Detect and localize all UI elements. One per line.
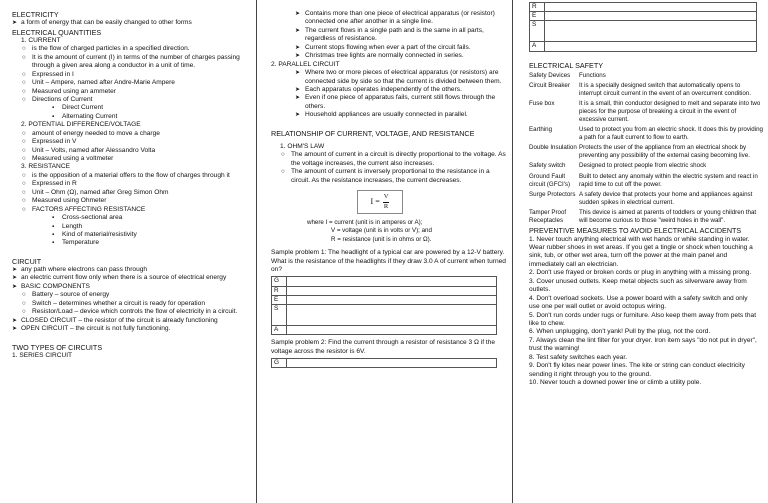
gresa-label: A [272, 326, 287, 335]
table-row [530, 3, 757, 12]
circle-bullet-icon: ○ [22, 299, 26, 307]
formula-lhs: I = [370, 196, 380, 206]
heading-ohms-law: 1. OHM'S LAW [280, 142, 325, 150]
sample-problem-1: Sample problem 1: The headlight of a typical car are powered by a 12-V battery. What is the resistance of the headlights if they draw 3.0 A of current when turned on? [271, 249, 506, 274]
circle-bullet-icon: ○ [281, 151, 285, 159]
table-row [530, 21, 757, 42]
list-item: 2. Don't use frayed or broken cords or plug in anything with a missing prong. [529, 269, 752, 277]
list-item: ➤ Christmas tree lights are normally connected in series. [295, 52, 464, 60]
list-item: ➤ Where two or more pieces of electrical apparatus (or resistors) are connected side by side so that the current is divided between them. [295, 69, 502, 85]
device-function: It is a specially designed switch that automatically opens to interrupt circuit current in the event of an overcurrent condition. [579, 82, 751, 97]
title-electrical-safety: ELECTRICAL SAFETY [529, 60, 604, 70]
list-item: ○ Measured using a voltmeter [22, 155, 114, 162]
device-name: Tamper Proof Receptacles [529, 209, 567, 224]
arrow-bullet-icon: ➤ [12, 282, 18, 290]
electricity-definition: ➤ a form of energy that can be easily changed to other forms [12, 19, 192, 27]
arrow-bullet-icon: ➤ [12, 325, 18, 333]
column-header-device: Safety Devices [529, 71, 571, 79]
list-item: 6. When unplugging, don't yank! Pull by the plug, not the cord. [529, 328, 711, 336]
circle-bullet-icon: ○ [22, 45, 26, 53]
heading-voltage: 2. POTENTIAL DIFFERENCE/VOLTAGE [21, 121, 141, 129]
title-preventive-measures: PREVENTIVE MEASURES TO AVOID ELECTRICAL ACCIDENTS [529, 226, 742, 236]
device-name: Circuit Breaker [529, 82, 570, 90]
gresa-table-2 [271, 358, 497, 368]
circle-bullet-icon: ○ [22, 197, 26, 205]
legend-line: where I = current (unit is in amperes or A); [307, 219, 423, 227]
answer-cell[interactable] [545, 3, 757, 12]
gresa-table-1 [271, 276, 497, 335]
heading-current: 1. CURRENT [21, 36, 61, 44]
column-2 [256, 0, 512, 503]
table-row [272, 295, 497, 304]
device-function: Built to detect any anomaly within the electric system and react in rapid time to cut off the power. [579, 172, 758, 188]
arrow-bullet-icon: ➤ [295, 43, 301, 51]
arrow-bullet-icon: ➤ [12, 274, 18, 282]
list-item: ○ Measured using Ohmeter [22, 197, 107, 205]
table-header-row [529, 71, 765, 82]
title-electrical-quantities: ELECTRICAL QUANTITIES [12, 27, 102, 37]
list-item: ○ Unit – Ohm (Ω), named after Greg Simon Ohm [22, 188, 169, 196]
list-item: ○ amount of energy needed to move a charge [22, 129, 160, 137]
formula-denominator: R [383, 202, 389, 210]
gresa-label: E [272, 295, 287, 304]
table-row [529, 125, 765, 143]
column-header-function: Functions [579, 71, 606, 79]
list-item: ○ Battery – source of energy [22, 291, 110, 299]
device-function: Used to protect you from an electric shock. It does this by providing a path for a fault current to flow to earth. [579, 126, 763, 141]
list-item: ▪ Temperature [52, 239, 100, 247]
table-row [529, 172, 765, 190]
circle-bullet-icon: ○ [22, 95, 26, 103]
circle-bullet-icon: ○ [22, 291, 26, 299]
list-item: ➤ Current stops flowing when ever a part of the circuit fails. [295, 43, 471, 51]
table-row [529, 99, 765, 125]
device-function: Protects the user of the appliance from an electrical shock by preventing any possibility of the external casing becoming live. [579, 144, 750, 159]
answer-cell[interactable] [545, 12, 757, 21]
list-item: ○ Directions of Current [22, 95, 93, 103]
answer-cell[interactable] [287, 295, 497, 304]
arrow-bullet-icon: ➤ [295, 26, 301, 34]
answer-cell[interactable] [287, 305, 497, 326]
device-name: Surge Protectors [529, 191, 576, 199]
list-item: 1. Never touch anything electrical with wet hands or while standing in water. Wear rubber shoes in wet areas. If you get a tingle or shock when touching a sink, tub, or other wet area, turn off the power at the main panel and immediately call an electrician. [529, 235, 753, 268]
answer-cell[interactable] [287, 286, 497, 295]
square-bullet-icon: ▪ [52, 112, 55, 120]
arrow-bullet-icon: ➤ [295, 10, 301, 17]
answer-cell[interactable] [287, 359, 497, 368]
list-item: ▪ Direct Current [52, 104, 104, 112]
list-item: 7. Always clean the lint filter for your dryer. Iron item says "do not put in dryer", trust the warning! [529, 336, 757, 353]
title-electricity: ELECTRICITY [12, 10, 59, 19]
device-function: It is a small, thin conductor designed to melt and separate into two pieces for the purpose of breaking a circuit in the event of excessive current. [579, 100, 761, 123]
square-bullet-icon: ▪ [52, 222, 55, 230]
list-item: ○ It is the amount of current (I) in terms of the number of charges passing through a given area along a conductor in a unit of time. [22, 53, 240, 70]
gresa-label: G [272, 359, 287, 368]
list-item: ➤ CLOSED CIRCUIT – the resistor of the circuit is already functioning [12, 316, 218, 324]
list-item: ▪ Cross-sectional area [52, 214, 123, 222]
circle-bullet-icon: ○ [22, 138, 26, 146]
list-item: ▪ Length [52, 222, 83, 230]
arrow-bullet-icon: ➤ [295, 111, 301, 119]
list-item: ▪ Alternating Current [52, 112, 118, 120]
list-item: ○ The amount of current is inversely proportional to the resistance in a circuit. As the resistance increases, the current decreases. [281, 168, 490, 184]
column-3 [512, 0, 768, 503]
list-item: ○ Resistor/Load – device which controls the flow of electricity in a circuit. [22, 308, 238, 316]
table-row [529, 143, 765, 161]
safety-devices-table [529, 71, 765, 227]
circle-bullet-icon: ○ [22, 79, 26, 87]
heading-parallel-circuit: 2. PARALLEL CIRCUIT [271, 60, 340, 68]
circle-bullet-icon: ○ [22, 188, 26, 196]
circle-bullet-icon: ○ [22, 87, 26, 95]
device-name: Safety switch [529, 162, 566, 170]
device-name: Double Insulation [529, 144, 577, 152]
table-row [272, 277, 497, 286]
table-row [529, 208, 765, 226]
list-item: ○ Expressed in R [22, 180, 77, 188]
formula-numerator: V [383, 193, 390, 202]
list-item: ○ Unit – Volts, named after Alessandro Volta [22, 146, 156, 154]
arrow-bullet-icon: ➤ [12, 19, 18, 27]
list-item: 3. Cover unused outlets. Keep metal objects such as silverware away from outlets. [529, 277, 747, 294]
list-item: ○ Switch – determines whether a circuit is ready for operation [22, 299, 205, 307]
table-row [529, 161, 765, 172]
list-item: ➤ Household appliances are usually connected in parallel. [295, 111, 468, 119]
title-circuit: CIRCUIT [12, 256, 42, 266]
list-item: ○ Expressed in V [22, 138, 77, 146]
list-item: 8. Test safety switches each year. [529, 353, 628, 361]
circle-bullet-icon: ○ [22, 146, 26, 154]
heading-series-circuit: 1. SERIES CIRCUIT [12, 351, 73, 359]
circle-bullet-icon: ○ [22, 53, 26, 61]
circle-bullet-icon: ○ [22, 171, 26, 179]
arrow-bullet-icon: ➤ [295, 85, 301, 93]
answer-cell[interactable] [545, 21, 757, 42]
gresa-label: S [272, 305, 287, 326]
sample-problem-2: Sample problem 2: Find the current through a resistor of resistance 3 Ω if the voltage across the resistor is 6V. [271, 339, 496, 355]
device-name: Fuse box [529, 100, 555, 108]
table-row [529, 190, 765, 208]
table-row [272, 359, 497, 368]
circle-bullet-icon: ○ [22, 205, 26, 213]
title-two-types-of-circuits: TWO TYPES OF CIRCUITS [12, 342, 103, 352]
gresa-label: G [272, 277, 287, 286]
circle-bullet-icon: ○ [22, 129, 26, 137]
list-item: ➤ Even if one piece of apparatus fails, current still flows through the others. [295, 94, 496, 110]
gresa-label: E [530, 12, 545, 21]
device-function: Designed to protect people from electric shock [579, 162, 707, 170]
list-item: 9. Don't fly kites near power lines. The kite or string can conduct electricity sending it right through you to the ground. [529, 362, 745, 378]
square-bullet-icon: ▪ [52, 239, 55, 247]
arrow-bullet-icon: ➤ [295, 52, 301, 60]
list-item: 10. Never touch a downed power line or climb a utility pole. [529, 379, 702, 386]
table-row [530, 42, 757, 51]
list-item: ○ is the flow of charged particles in a specified direction. [22, 45, 190, 53]
arrow-bullet-icon: ➤ [12, 266, 18, 274]
circle-bullet-icon: ○ [281, 168, 285, 176]
answer-cell[interactable] [287, 326, 497, 335]
list-item: ○ Measured using an ammeter [22, 87, 116, 95]
list-item: ➤ The current flows in a single path and is the same in all parts, regardless of resistance. [295, 26, 484, 43]
list-item: ▪ Kind of material/resistivity [52, 230, 137, 238]
square-bullet-icon: ▪ [52, 104, 55, 112]
gresa-label: R [272, 286, 287, 295]
list-item: ○ is the opposition of a material offers to the flow of charges through it [22, 171, 230, 179]
list-item: ○ Unit – Ampere, named after Andre-Marie Ampere [22, 79, 175, 87]
square-bullet-icon: ▪ [52, 230, 55, 238]
list-item: ○ Expressed in I [22, 70, 74, 78]
arrow-bullet-icon: ➤ [295, 94, 301, 102]
square-bullet-icon: ▪ [52, 214, 55, 222]
arrow-bullet-icon: ➤ [295, 69, 301, 77]
device-name: Ground Fault circuit (GFCI's) [529, 172, 571, 188]
list-item: ○ FACTORS AFFECTING RESISTANCE [22, 205, 146, 213]
title-relationship: RELATIONSHIP OF CURRENT, VOLTAGE, AND RESISTANCE [271, 128, 475, 138]
circle-bullet-icon: ○ [22, 308, 26, 316]
list-item: ➤ Contains more than one piece of electrical apparatus (or resistor) connected one after another in a single line. [295, 10, 495, 26]
table-row [529, 81, 765, 99]
device-name: Earthing [529, 126, 553, 134]
ohms-law-formula [357, 190, 403, 214]
device-function: This device is aimed at parents of toddlers or young children that will become curious to those "weird holes in the wall". [579, 209, 757, 224]
formula-fraction [383, 193, 390, 211]
legend-line: V = voltage (unit is in volts or V); and [331, 227, 432, 235]
list-item: ➤ any path where electrons can pass through [12, 266, 148, 274]
formula-legend [271, 219, 506, 244]
list-item: ➤ OPEN CIRCUIT – the circuit is not fully functioning. [12, 325, 171, 333]
gresa-label: R [530, 3, 545, 12]
column-1 [0, 0, 256, 503]
table-row [530, 12, 757, 21]
arrow-bullet-icon: ➤ [12, 316, 18, 324]
list-item: 4. Don't overload sockets. Use a power board with a safety switch and only use one per wall outlet or avoid octopus wiring. [529, 294, 748, 311]
answer-cell[interactable] [287, 277, 497, 286]
circle-bullet-icon: ○ [22, 70, 26, 78]
circle-bullet-icon: ○ [22, 155, 26, 162]
legend-line: R = resistance (unit is in ohms or Ω). [331, 235, 432, 243]
list-item: ○ The amount of current in a circuit is directly proportional to the voltage. As the voltage increases, the current also increases. [281, 151, 506, 167]
table-row [272, 286, 497, 295]
table-row [272, 305, 497, 326]
gresa-table-2-continued [529, 2, 757, 52]
circle-bullet-icon: ○ [22, 180, 26, 188]
heading-resistance: 3. RESISTANCE [21, 163, 70, 171]
list-item: ➤ BASIC COMPONENTS [12, 282, 90, 290]
answer-cell[interactable] [545, 42, 757, 51]
gresa-label: A [530, 42, 545, 51]
table-row [272, 326, 497, 335]
device-function: A safety device that protects your home and appliances against sudden spikes in electrical current. [579, 191, 753, 206]
list-item: 5. Don't run cords under rugs or furniture. Also keep them away from pets that like to chew. [529, 311, 757, 327]
gresa-label: S [530, 21, 545, 42]
list-item: ➤ Each apparatus operates independently of the others. [295, 85, 462, 93]
list-item: ➤ an electric current flow only when there is a source of electrical energy [12, 274, 227, 282]
